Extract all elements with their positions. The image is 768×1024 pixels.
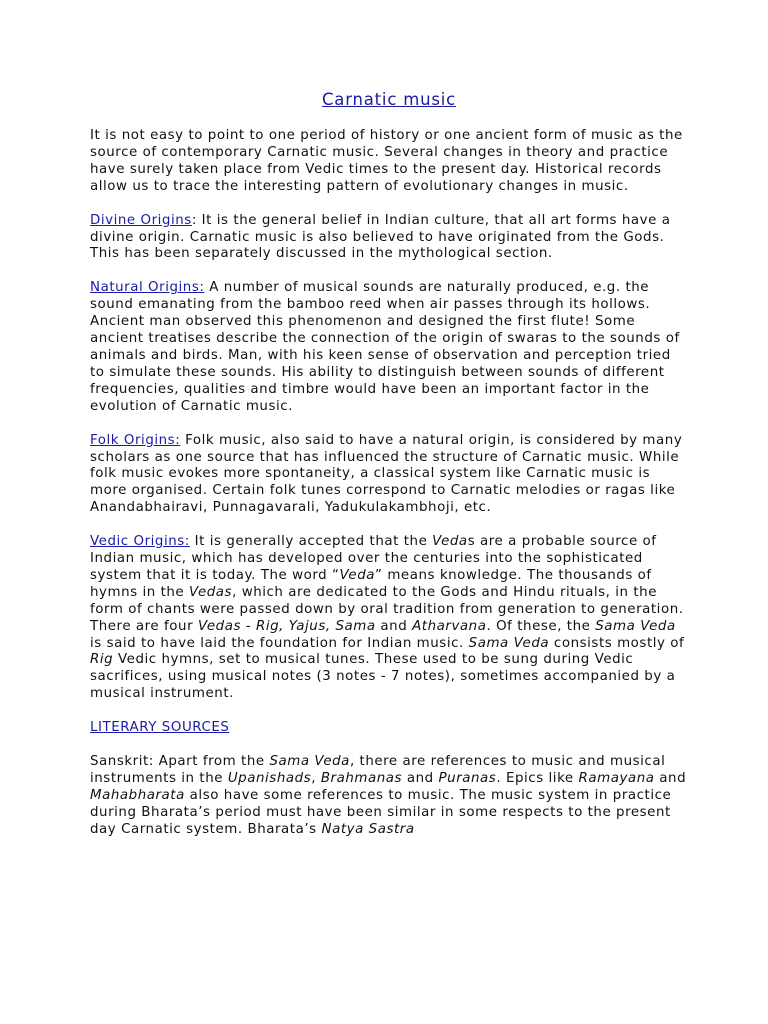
natural-origins-text: A number of musical sounds are naturally produced, e.g. the sound emanating from the bamboo reed when air passes through its hollows. Ancient man observed this phenomenon and designed the first flute! Some ancient treatises describe the connection of the origin of swaras to the sounds of animals and birds. Man, with his keen sense of observation and perception tried to simulate these sounds. His ability to distinguish between sounds of different frequencies, qualities and timbre would have been an important factor in the evolution of Carnatic music. (90, 280, 680, 414)
intro-paragraph: It is not easy to point to one period of history or one ancient form of music as the source of contemporary Carnatic music. Several changes in theory and practice have surely taken place from Vedic times to the present day. Historical records allow us to trace the interesting pattern of evolutionary changes in music. (90, 128, 683, 194)
folk-origins-link[interactable]: Folk Origins: (90, 432, 181, 448)
sanskrit-text: , there are references to music and musical instruments in the (90, 754, 666, 786)
sanskrit-text: , (311, 771, 321, 786)
sanskrit-italic: Sama Veda (269, 754, 350, 770)
literary-sources-link[interactable]: LITERARY SOURCES (90, 720, 230, 736)
sanskrit-italic: Upanishads (227, 771, 312, 786)
sanskrit-text: also have some references to music. The music system in practice during Bharata’s period must have been similar in some respects to the present day Carnatic system. Bharata’s (90, 787, 672, 837)
vedic-origins-paragraph (90, 534, 688, 703)
divine-origins-paragraph (90, 213, 688, 264)
sanskrit-italic: Puranas (438, 771, 497, 786)
vedic-text: and (375, 618, 413, 634)
divine-origins-text: : It is the general belief in Indian culture, that all art forms have a divine origin. Carnatic music is also believed to have originated from the Gods. This has been separately discussed in the mythological section. (90, 212, 671, 262)
sanskrit-text: and (402, 771, 439, 786)
vedic-text: , which are dedicated to the Gods and Hindu rituals, in the form of chants were passed down by oral tradition from generation to generation. There are four (90, 584, 684, 634)
sanskrit-italic: Ramayana (578, 771, 655, 786)
folk-origins-paragraph (90, 433, 688, 518)
vedic-italic: Veda (432, 534, 468, 550)
folk-origins-text: Folk music, also said to have a natural origin, is considered by many scholars as one source that has influenced the structure of Carnatic music. While folk music evokes more spontaneity, a classical system like Carnatic music is more organised. Certain folk tunes correspond to Carnatic melodies or ragas like Anandabhairavi, Punnagavarali, Yadukulakambhoji, etc. (90, 432, 683, 516)
literary-sources-heading (90, 720, 688, 737)
vedic-italic: Sama Veda (595, 618, 676, 634)
natural-origins-link[interactable]: Natural Origins: (90, 280, 205, 296)
vedic-text: It is generally accepted that the (189, 534, 433, 550)
vedic-text: Vedic hymns, set to musical tunes. These used to be sung during Vedic sacrifices, using musical notes (3 notes - 7 notes), sometimes accompanied by a musical instrument. (90, 652, 676, 702)
sanskrit-text: and (654, 771, 687, 786)
divine-origins-link[interactable]: Divine Origins (90, 212, 192, 228)
vedic-italic: Rig (90, 652, 114, 668)
natural-origins-paragraph (90, 280, 688, 415)
vedic-text: . Of these, the (486, 618, 596, 634)
vedic-italic: Vedas - Rig, Yajus, Sama (197, 618, 376, 634)
sanskrit-text: . Epics like (496, 771, 579, 786)
vedic-italic: Atharvana (412, 618, 487, 634)
vedic-text: is said to have laid the foundation for Indian music. (90, 635, 469, 651)
vedic-italic: Veda (339, 567, 376, 583)
sanskrit-italic: Natya Sastra (321, 821, 415, 837)
title-link[interactable]: Carnatic music (321, 90, 457, 109)
sanskrit-paragraph (90, 754, 688, 839)
sanskrit-italic: Mahabharata (90, 787, 185, 803)
vedic-text: consists mostly of (549, 635, 685, 651)
sanskrit-text: Sanskrit: Apart from the (90, 754, 270, 770)
vedic-italic: Vedas (189, 584, 233, 600)
vedic-italic: Sama Veda (468, 635, 550, 651)
page-title (90, 90, 688, 109)
vedic-origins-link[interactable]: Vedic Origins: (90, 534, 190, 550)
vedic-text: s are a probable source of Indian music, which has developed over the centuries into the sophisticated system that it is today. The word “ (90, 534, 657, 583)
vedic-text: ” means knowledge. The thousands of hymns in the (90, 567, 652, 600)
sanskrit-italic: Brahmanas (320, 771, 403, 786)
